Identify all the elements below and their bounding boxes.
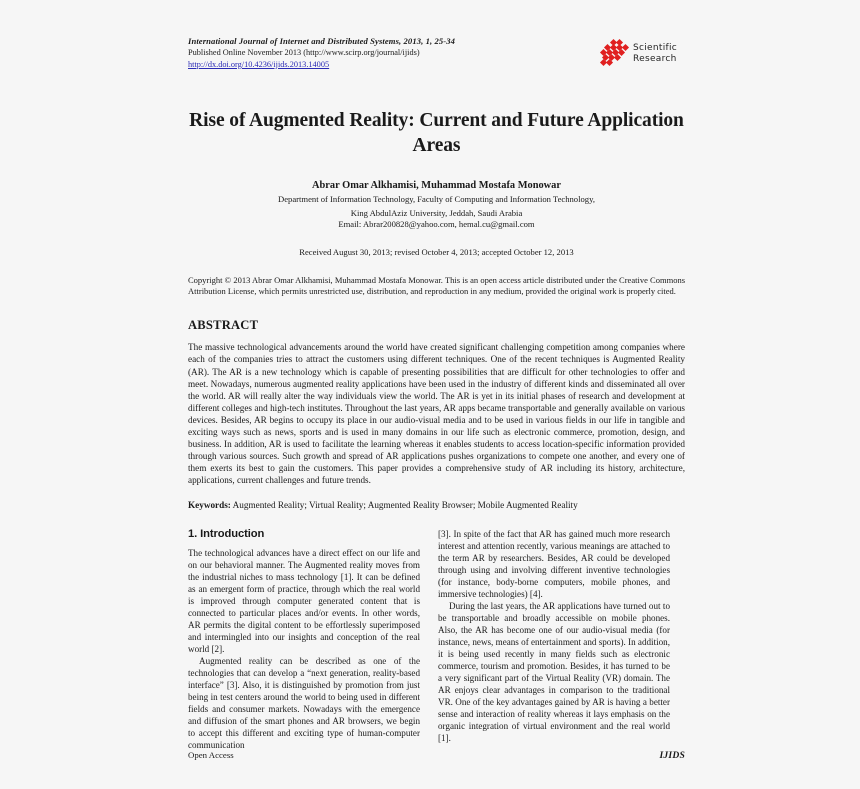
affiliation-line-1: Department of Information Technology, Faculty of Computing and Information Technology, (278, 194, 595, 204)
paragraph: Augmented reality can be described as one of the technologies that can develop a “next generation, reality-based interface” [3]. Also, it is distinguished by promotion from just being in test centers around the world to being used in different fields and consumer markets. Nowadays with the emergence and diffusion of the smart phones and AR browsers, we begin to accept this different and exciting type of human-computer communication (188, 656, 420, 751)
paragraph: [3]. In spite of the fact that AR has gained much more research interest and attention recently, various meanings are attached to the term AR by researchers. Besides, AR could be developed through using and involving different inventive technologies (for instance, body-borne computers, mobile phones, and immersive technologies) [4]. (438, 528, 670, 599)
open-access-label: Open Access (188, 750, 234, 760)
affiliation-line-2: King AbdulAziz University, Jeddah, Saudi Arabia (350, 207, 523, 218)
keywords-value: Augmented Reality; Virtual Reality; Augmented Reality Browser; Mobile Augmented Reality (232, 499, 578, 510)
body-columns (188, 528, 685, 752)
publisher-logo (601, 38, 687, 70)
copyright-notice: Copyright © 2013 Abrar Omar Alkhamisi, Muhammad Mostafa Monowar. This is an open access article distributed under the Creative Commons Attribution License, which permits unrestricted use, distribution, and reproduction in any medium, provided the original work is properly cited. (188, 274, 685, 297)
abstract-heading: ABSTRACT (188, 318, 259, 333)
journal-abbreviation: IJIDS (659, 750, 685, 761)
masthead (188, 36, 685, 82)
author-email-line: Email: Abrar200828@yahoo.com, hemal.cu@gmail.com (338, 219, 535, 230)
paragraph: The technological advances have a direct effect on our life and on our behavioral manner. The Augmented reality moves from the industrial niches to mass technology [1]. It can be defined as an emergent form of practice, through which the real world is improved through computer generated content that is connected to particular places and/or events. In other words, AR permits the digital content to be effortlessly superimposed and intermingled into our insights and conception of the real world [2]. (188, 547, 420, 654)
paragraph: During the last years, the AR applications have turned out to be transportable and broadly accessible on mobile phones. Also, the AR has become one of our audio-visual media (for instance, news, means of entertainment and sports). In addition, it is being used recently in many fields such as electronic commerce, tourism and promotion. Besides, it has turned to be a very significant part of the Virtual Reality (VR) domain. The AR enjoys clear advantages in comparison to the traditional VR. One of the key advantages gained by AR is having a better sense and interaction of reality whereas it lays emphasis on the organic integration of virtual environment and the real world [1]. (438, 600, 670, 744)
abstract-body: The massive technological advancements around the world have created significant challenging competition among companies where each of the companies tries to attract the customers using different techniques. One of the recent techniques is Augmented Reality (AR). The AR is a new technology which is capable of presenting possibilities that are difficult for other technologies to offer and meet. Nowadays, numerous augmented reality applications have been used in the industry of different kinds and disseminated all over the world. AR will really alter the way individuals view the world. The AR is yet in its initial phases of research and development at different colleges and high-tech institutes. Throughout the last years, AR apps became transportable and generally available on various devices. Besides, AR begins to occupy its place in our audio-visual media and to be used in various fields in our life in tangible and exciting ways such as news, sports and is used in many domains in our life such as electronic commerce, promotion, design, and business. In addition, AR is used to facilitate the learning whereas it enables students to access location-specific information provided through various sources. Such growth and spread of AR applications pushes organizations to compete one another, and every one of them exerts its best to gain the customers. This paper provides a comprehensive study of AR including its history, architecture, applications, current challenges and future trends. (188, 342, 685, 486)
scientific-research-diamond-logo-icon (601, 40, 629, 68)
keywords-line (188, 499, 685, 511)
author-list: Abrar Omar Alkhamisi, Muhammad Mostafa Monowar (312, 180, 561, 191)
published-online-line: Published Online November 2013 (http://www.scirp.org/journal/ijids) (188, 48, 420, 58)
publisher-logo-text (633, 43, 677, 65)
right-column (438, 528, 670, 752)
publisher-logo-line2: Research (633, 54, 677, 64)
doi-link[interactable]: http://dx.doi.org/10.4236/ijids.2013.14005 (188, 59, 330, 69)
left-column (188, 528, 420, 752)
page-title: Rise of Augmented Reality: Current and Future Application Areas (189, 110, 684, 156)
submission-dates: Received August 30, 2013; revised October 4, 2013; accepted October 12, 2013 (299, 246, 574, 257)
keywords-label: Keywords: (188, 499, 231, 510)
publisher-logo-line1: Scientific (633, 43, 678, 53)
journal-reference: International Journal of Internet and Distributed Systems, 2013, 1, 25-34 (188, 36, 456, 46)
page-footer (188, 750, 685, 761)
section-heading-introduction: 1. Introduction (188, 527, 265, 540)
